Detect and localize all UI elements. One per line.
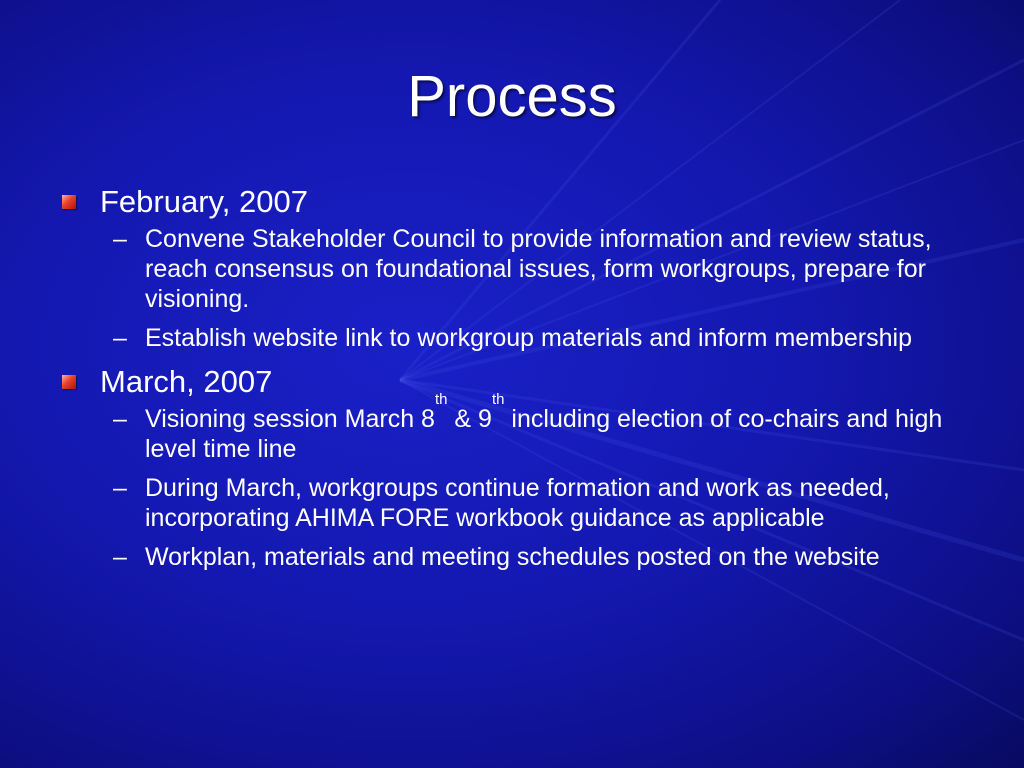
dash-marker: – — [113, 543, 127, 571]
list-item-text: Convene Stakeholder Council to provide information and review status, reach consensus on foundational issues, form workgroups, prepare for visioning. — [145, 225, 932, 313]
visioning-text-part1: Visioning session March 8 — [145, 405, 435, 433]
ordinal-suffix: th — [491, 391, 505, 408]
dash-marker: – — [113, 324, 127, 352]
visioning-text-part2: & 9 — [447, 405, 492, 433]
list-item — [62, 473, 962, 533]
section-heading-february — [62, 182, 962, 222]
dash-marker: – — [113, 474, 127, 502]
visioning-text-part3: including election of co-chairs and high level time line — [145, 405, 943, 463]
list-item-text: Establish website link to workgroup materials and inform membership — [145, 324, 912, 352]
section-heading-text: February, 2007 — [100, 184, 308, 219]
slide-content — [62, 182, 962, 581]
slide-title: Process — [407, 64, 617, 129]
ordinal-suffix: th — [434, 391, 448, 408]
red-square-bullet-icon — [62, 195, 76, 209]
list-item — [62, 224, 962, 314]
dash-marker: – — [113, 405, 127, 433]
list-item-text: Workplan, materials and meeting schedules posted on the website — [145, 543, 880, 571]
dash-marker: – — [113, 225, 127, 253]
list-item-visioning — [62, 391, 962, 464]
red-square-bullet-icon — [62, 375, 76, 389]
list-item-text: During March, workgroups continue formation and work as needed, incorporating AHIMA FORE workbook guidance as applicable — [145, 474, 890, 532]
section-heading-march — [62, 362, 962, 402]
list-item — [62, 323, 962, 353]
list-item — [62, 542, 962, 572]
section-heading-text: March, 2007 — [100, 364, 273, 399]
